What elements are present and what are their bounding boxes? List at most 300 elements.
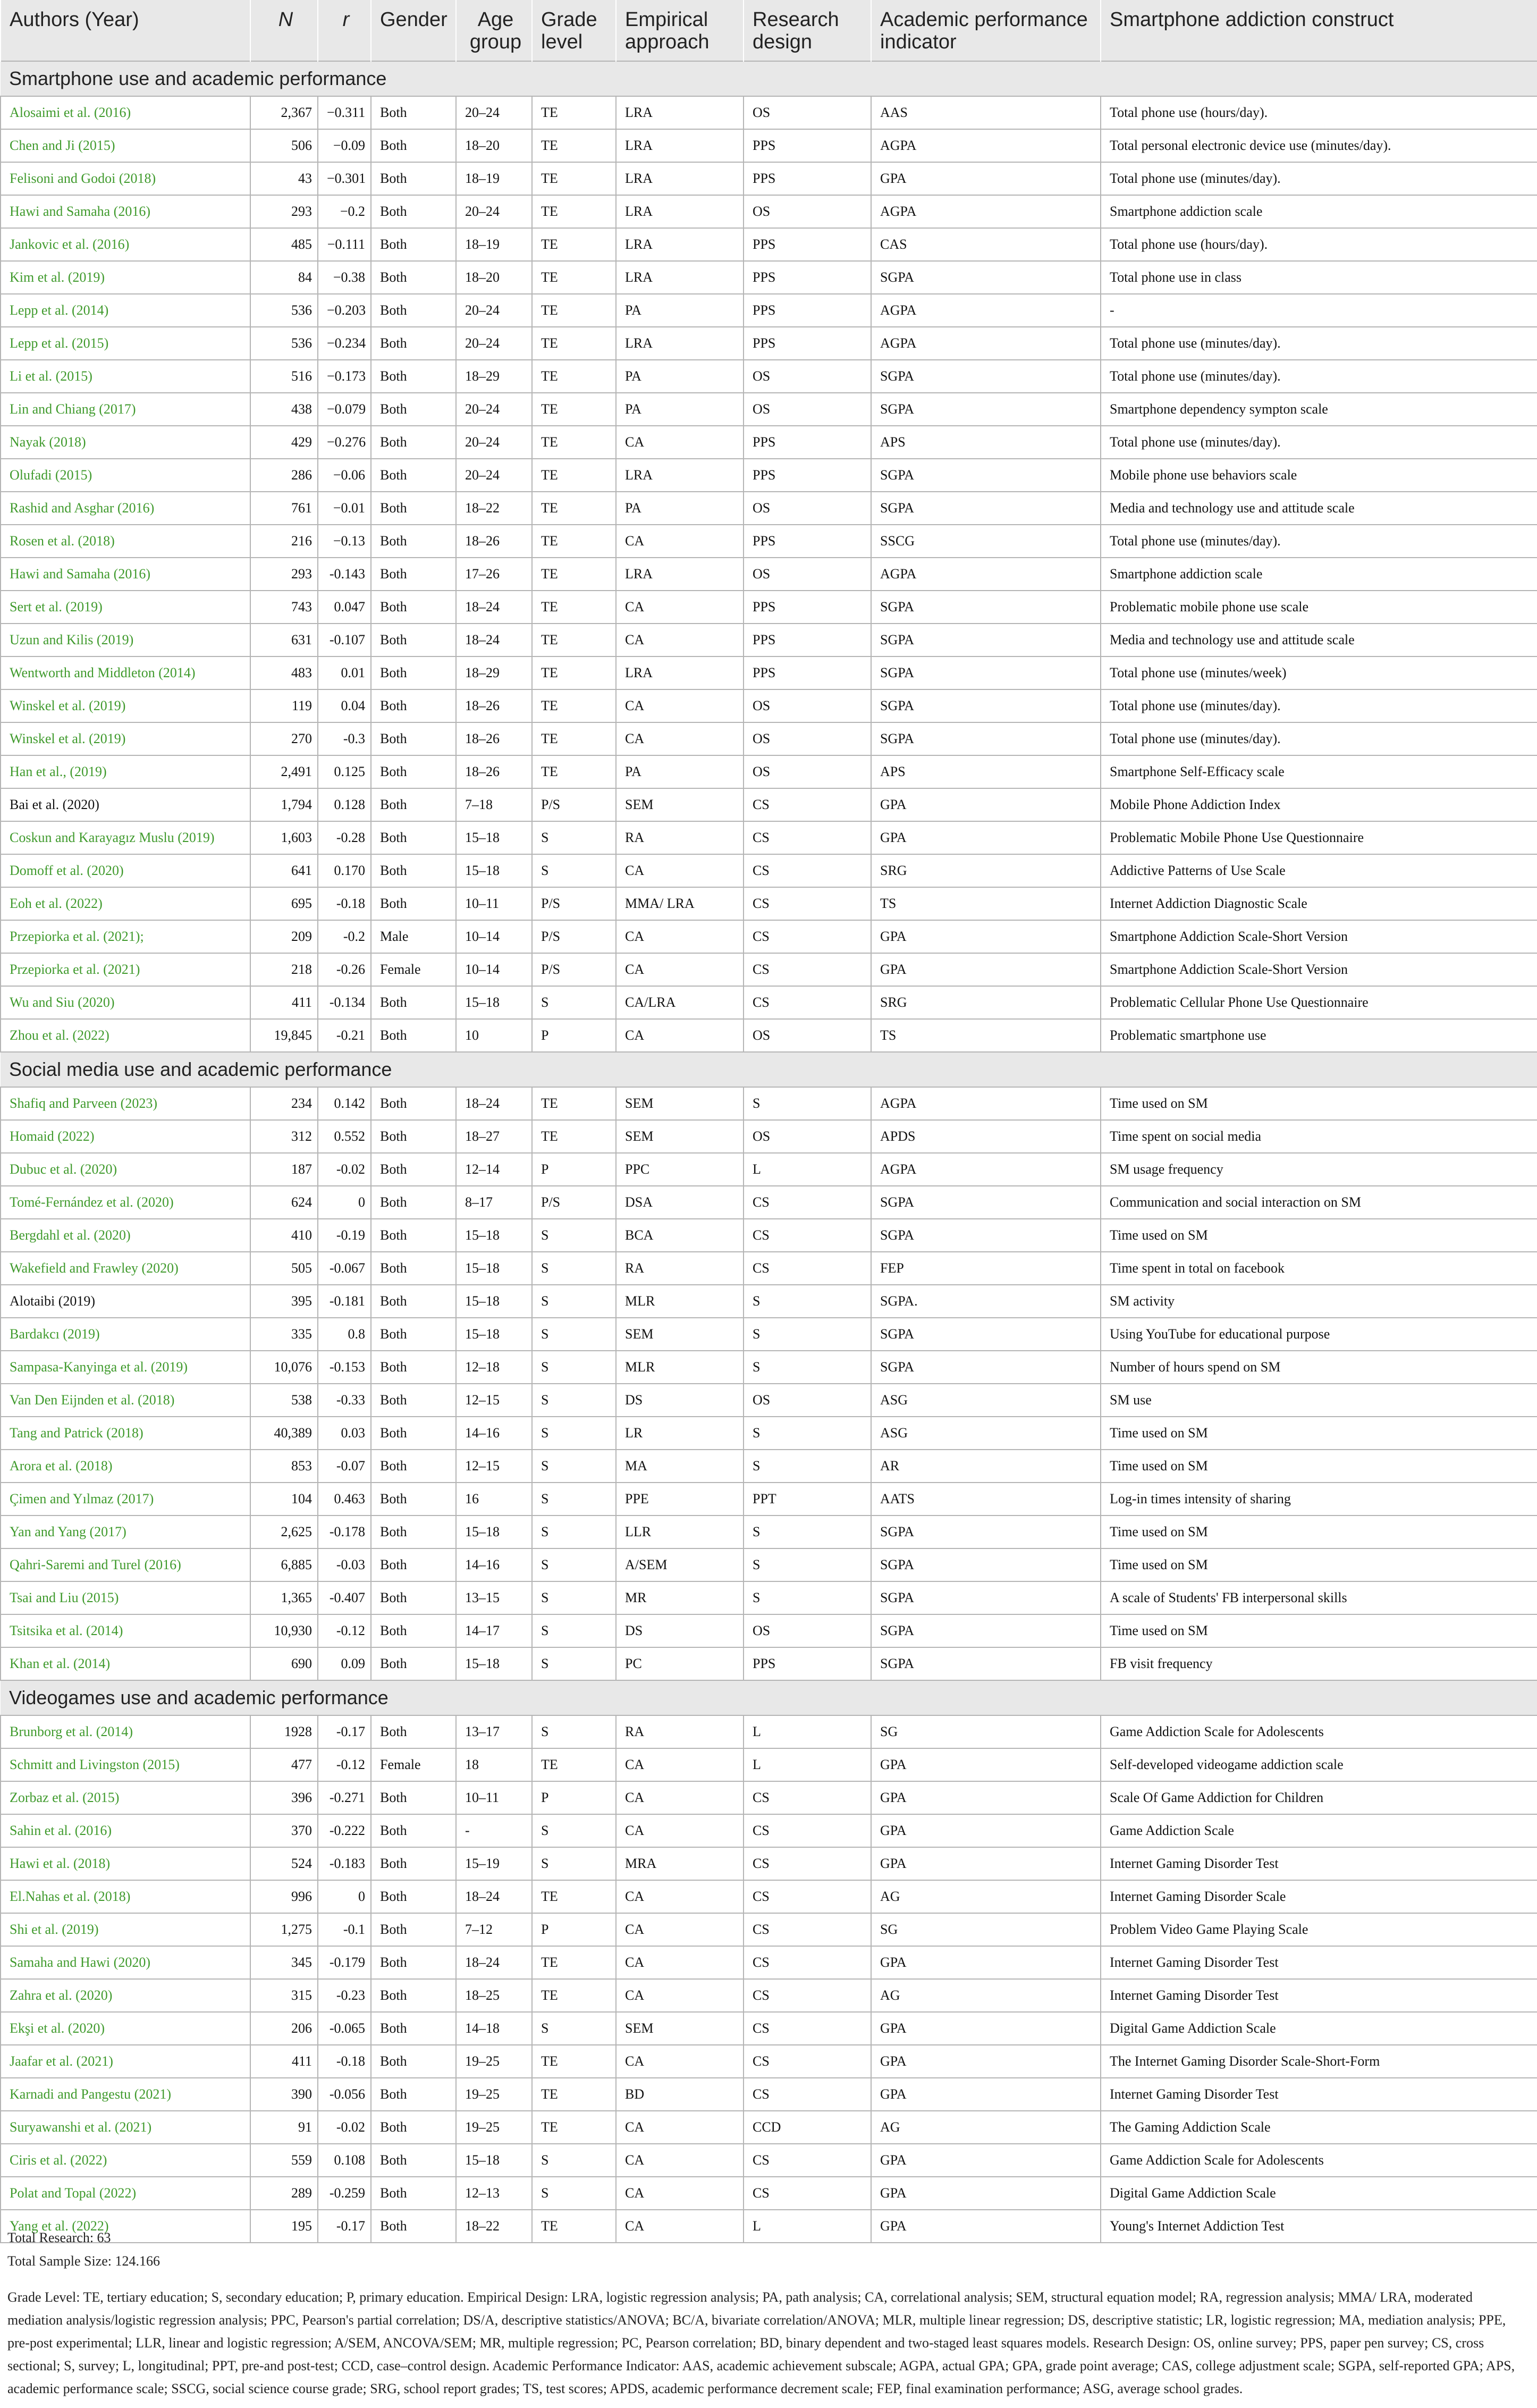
cell-r: 0.03 <box>318 1417 371 1450</box>
cell-r: −0.2 <box>318 195 371 228</box>
cell-addiction-construct: Internet Addiction Diagnostic Scale <box>1101 887 1537 920</box>
cell-performance-indicator: SGPA <box>871 1647 1101 1680</box>
cell-performance-indicator: AGPA <box>871 294 1101 327</box>
cell-author[interactable]: Homaid (2022) <box>1 1120 250 1153</box>
cell-r: 0.142 <box>318 1087 371 1120</box>
table-row <box>1 920 1537 953</box>
cell-author[interactable]: Dubuc et al. (2020) <box>1 1153 250 1186</box>
table-row <box>1 327 1537 360</box>
cell-addiction-construct: Internet Gaming Disorder Test <box>1101 1847 1537 1880</box>
table-row <box>1 1715 1537 1748</box>
table-row <box>1 195 1537 228</box>
cell-gender: Both <box>371 2210 456 2243</box>
cell-addiction-construct: Total phone use (minutes/day). <box>1101 426 1537 459</box>
cell-gender: Both <box>371 821 456 854</box>
cell-author[interactable]: Domoff et al. (2020) <box>1 854 250 887</box>
cell-r: -0.17 <box>318 2210 371 2243</box>
cell-research-design: CS <box>744 1186 871 1219</box>
cell-grade-level: TE <box>532 525 616 558</box>
cell-author[interactable]: Przepiorka et al. (2021) <box>1 953 250 986</box>
cell-empirical-approach: CA <box>616 1781 744 1814</box>
cell-grade-level: S <box>532 1285 616 1318</box>
cell-grade-level: TE <box>532 1880 616 1913</box>
cell-author[interactable]: Shi et al. (2019) <box>1 1913 250 1946</box>
cell-addiction-construct: Smartphone dependency sympton scale <box>1101 393 1537 426</box>
cell-performance-indicator: GPA <box>871 1946 1101 1979</box>
cell-empirical-approach: MA <box>616 1450 744 1483</box>
table-row <box>1 986 1537 1019</box>
cell-gender: Both <box>371 1548 456 1581</box>
cell-n: 538 <box>250 1384 318 1417</box>
cell-addiction-construct: Young's Internet Addiction Test <box>1101 2210 1537 2243</box>
table-row <box>1 887 1537 920</box>
cell-author[interactable]: Bardakcı (2019) <box>1 1318 250 1351</box>
cell-age-group: 10 <box>456 1019 532 1052</box>
cell-n: 853 <box>250 1450 318 1483</box>
cell-author[interactable]: Przepiorka et al. (2021); <box>1 920 250 953</box>
cell-n: 19,845 <box>250 1019 318 1052</box>
cell-research-design: PPS <box>744 656 871 689</box>
cell-n: 2,367 <box>250 96 318 129</box>
cell-n: 289 <box>250 2177 318 2210</box>
cell-author[interactable]: Qahri-Saremi and Turel (2016) <box>1 1548 250 1581</box>
cell-empirical-approach: PPC <box>616 1153 744 1186</box>
cell-addiction-construct: Game Addiction Scale for Adolescents <box>1101 1715 1537 1748</box>
cell-addiction-construct: Time spent in total on facebook <box>1101 1252 1537 1285</box>
cell-author[interactable]: Suryawanshi et al. (2021) <box>1 2111 250 2144</box>
cell-age-group: 18–24 <box>456 624 532 656</box>
cell-empirical-approach: CA <box>616 624 744 656</box>
table-row <box>1 2177 1537 2210</box>
table-row <box>1 624 1537 656</box>
cell-n: 536 <box>250 294 318 327</box>
cell-author[interactable]: Polat and Topal (2022) <box>1 2177 250 2210</box>
cell-author[interactable]: Tomé-Fernández et al. (2020) <box>1 1186 250 1219</box>
section-header-row <box>1 61 1537 96</box>
cell-empirical-approach: MLR <box>616 1351 744 1384</box>
table-row <box>1 1515 1537 1548</box>
cell-r: -0.23 <box>318 1979 371 2012</box>
cell-author[interactable]: Lepp et al. (2015) <box>1 327 250 360</box>
cell-author[interactable]: Winskel et al. (2019) <box>1 722 250 755</box>
section-title: Smartphone use and academic performance <box>1 61 1537 96</box>
cell-research-design: OS <box>744 1120 871 1153</box>
cell-addiction-construct: Scale Of Game Addiction for Children <box>1101 1781 1537 1814</box>
cell-author[interactable]: Eoh et al. (2022) <box>1 887 250 920</box>
cell-author[interactable]: Karnadi and Pangestu (2021) <box>1 2078 250 2111</box>
cell-author[interactable]: Olufadi (2015) <box>1 459 250 492</box>
cell-grade-level: TE <box>532 294 616 327</box>
cell-author[interactable]: Felisoni and Godoi (2018) <box>1 162 250 195</box>
cell-empirical-approach: CA <box>616 2210 744 2243</box>
cell-r: −0.234 <box>318 327 371 360</box>
cell-addiction-construct: Total phone use (hours/day). <box>1101 228 1537 261</box>
cell-performance-indicator: AG <box>871 1880 1101 1913</box>
cell-empirical-approach: SEM <box>616 1120 744 1153</box>
cell-n: 286 <box>250 459 318 492</box>
cell-addiction-construct: Time spent on social media <box>1101 1120 1537 1153</box>
cell-grade-level: TE <box>532 755 616 788</box>
cell-empirical-approach: BD <box>616 2078 744 2111</box>
cell-grade-level: TE <box>532 2078 616 2111</box>
cell-gender: Female <box>371 953 456 986</box>
cell-addiction-construct: Internet Gaming Disorder Test <box>1101 1946 1537 1979</box>
cell-age-group: 15–19 <box>456 1847 532 1880</box>
cell-empirical-approach: LRA <box>616 129 744 162</box>
cell-author[interactable]: Kim et al. (2019) <box>1 261 250 294</box>
cell-gender: Both <box>371 162 456 195</box>
table-row <box>1 525 1537 558</box>
table-row <box>1 1019 1537 1052</box>
section-title: Videogames use and academic performance <box>1 1680 1537 1715</box>
cell-performance-indicator: SRG <box>871 986 1101 1019</box>
cell-performance-indicator: APS <box>871 755 1101 788</box>
cell-r: 0.108 <box>318 2144 371 2177</box>
cell-author[interactable]: Çimen and Yılmaz (2017) <box>1 1483 250 1515</box>
cell-author[interactable]: El.Nahas et al. (2018) <box>1 1880 250 1913</box>
table-row <box>1 821 1537 854</box>
cell-gender: Both <box>371 1979 456 2012</box>
cell-n: 43 <box>250 162 318 195</box>
cell-author[interactable]: Tang and Patrick (2018) <box>1 1417 250 1450</box>
cell-research-design: CS <box>744 1880 871 1913</box>
cell-addiction-construct: Internet Gaming Disorder Test <box>1101 2078 1537 2111</box>
cell-n: 743 <box>250 591 318 624</box>
cell-author[interactable]: Shafiq and Parveen (2023) <box>1 1087 250 1120</box>
cell-r: −0.06 <box>318 459 371 492</box>
cell-author[interactable]: Van Den Eijnden et al. (2018) <box>1 1384 250 1417</box>
cell-empirical-approach: LRA <box>616 96 744 129</box>
cell-author[interactable]: Rashid and Asghar (2016) <box>1 492 250 525</box>
cell-author[interactable]: Jaafar et al. (2021) <box>1 2045 250 2078</box>
cell-n: 996 <box>250 1880 318 1913</box>
cell-empirical-approach: CA <box>616 2045 744 2078</box>
cell-age-group: 10–11 <box>456 887 532 920</box>
cell-r: -0.153 <box>318 1351 371 1384</box>
cell-n: 410 <box>250 1219 318 1252</box>
cell-r: 0 <box>318 1186 371 1219</box>
cell-performance-indicator: GPA <box>871 2012 1101 2045</box>
cell-r: -0.178 <box>318 1515 371 1548</box>
cell-research-design: CS <box>744 2144 871 2177</box>
cell-r: -0.21 <box>318 1019 371 1052</box>
cell-research-design: S <box>744 1351 871 1384</box>
cell-author[interactable]: Nayak (2018) <box>1 426 250 459</box>
cell-performance-indicator: SGPA <box>871 591 1101 624</box>
cell-author[interactable]: Hawi and Samaha (2016) <box>1 558 250 591</box>
cell-author[interactable]: Khan et al. (2014) <box>1 1647 250 1680</box>
cell-age-group: 18–26 <box>456 689 532 722</box>
cell-author[interactable]: Rosen et al. (2018) <box>1 525 250 558</box>
cell-r: -0.02 <box>318 1153 371 1186</box>
cell-performance-indicator: CAS <box>871 228 1101 261</box>
cell-author[interactable]: Zorbaz et al. (2015) <box>1 1781 250 1814</box>
header-gender: Gender <box>371 0 456 61</box>
cell-age-group: 13–17 <box>456 1715 532 1748</box>
cell-addiction-construct: Total phone use (hours/day). <box>1101 96 1537 129</box>
cell-age-group: 14–16 <box>456 1417 532 1450</box>
total-research: Total Research: 63 <box>7 2230 111 2245</box>
cell-addiction-construct: SM usage frequency <box>1101 1153 1537 1186</box>
cell-grade-level: S <box>532 986 616 1019</box>
cell-research-design: CS <box>744 986 871 1019</box>
cell-r: 0.04 <box>318 689 371 722</box>
table-row <box>1 722 1537 755</box>
cell-gender: Female <box>371 1748 456 1781</box>
cell-author[interactable]: Li et al. (2015) <box>1 360 250 393</box>
cell-research-design: CS <box>744 953 871 986</box>
cell-author[interactable]: Wu and Siu (2020) <box>1 986 250 1019</box>
cell-grade-level: TE <box>532 360 616 393</box>
cell-n: 1928 <box>250 1715 318 1748</box>
cell-author[interactable]: Yan and Yang (2017) <box>1 1515 250 1548</box>
cell-author[interactable]: Jankovic et al. (2016) <box>1 228 250 261</box>
cell-r: -0.12 <box>318 1748 371 1781</box>
cell-empirical-approach: LRA <box>616 459 744 492</box>
cell-addiction-construct: Game Addiction Scale <box>1101 1814 1537 1847</box>
cell-n: 312 <box>250 1120 318 1153</box>
cell-age-group: 12–14 <box>456 1153 532 1186</box>
cell-gender: Both <box>371 2012 456 2045</box>
cell-gender: Both <box>371 788 456 821</box>
cell-performance-indicator: GPA <box>871 1781 1101 1814</box>
cell-author[interactable]: Lin and Chiang (2017) <box>1 393 250 426</box>
cell-grade-level: S <box>532 1715 616 1748</box>
table-row <box>1 1417 1537 1450</box>
cell-age-group: 18–25 <box>456 1979 532 2012</box>
cell-performance-indicator: GPA <box>871 920 1101 953</box>
cell-gender: Male <box>371 920 456 953</box>
table-row <box>1 1351 1537 1384</box>
cell-r: 0.128 <box>318 788 371 821</box>
cell-author[interactable]: Brunborg et al. (2014) <box>1 1715 250 1748</box>
cell-author[interactable]: Hawi and Samaha (2016) <box>1 195 250 228</box>
cell-gender: Both <box>371 1285 456 1318</box>
cell-author[interactable]: Sahin et al. (2016) <box>1 1814 250 1847</box>
cell-author[interactable]: Tsai and Liu (2015) <box>1 1581 250 1614</box>
table-row <box>1 1153 1537 1186</box>
cell-performance-indicator: GPA <box>871 2045 1101 2078</box>
cell-performance-indicator: AGPA <box>871 1153 1101 1186</box>
cell-gender: Both <box>371 96 456 129</box>
cell-age-group: 10–14 <box>456 920 532 953</box>
cell-empirical-approach: CA <box>616 2111 744 2144</box>
cell-gender: Both <box>371 1450 456 1483</box>
cell-age-group: 15–18 <box>456 1252 532 1285</box>
cell-n: 690 <box>250 1647 318 1680</box>
cell-performance-indicator: SGPA <box>871 1351 1101 1384</box>
cell-author[interactable]: Tsitsika et al. (2014) <box>1 1614 250 1647</box>
cell-addiction-construct: A scale of Students' FB interpersonal skills <box>1101 1581 1537 1614</box>
table-row <box>1 1384 1537 1417</box>
cell-n: 631 <box>250 624 318 656</box>
table-row <box>1 953 1537 986</box>
cell-author[interactable]: Han et al., (2019) <box>1 755 250 788</box>
cell-gender: Both <box>371 228 456 261</box>
cell-age-group: 18–26 <box>456 722 532 755</box>
cell-author[interactable]: Chen and Ji (2015) <box>1 129 250 162</box>
cell-n: 195 <box>250 2210 318 2243</box>
cell-research-design: CS <box>744 1979 871 2012</box>
cell-author[interactable]: Ekşi et al. (2020) <box>1 2012 250 2045</box>
cell-author[interactable]: Samaha and Hawi (2020) <box>1 1946 250 1979</box>
cell-addiction-construct: Using YouTube for educational purpose <box>1101 1318 1537 1351</box>
cell-performance-indicator: SGPA <box>871 1186 1101 1219</box>
cell-r: -0.183 <box>318 1847 371 1880</box>
cell-performance-indicator: SGPA <box>871 1318 1101 1351</box>
cell-grade-level: TE <box>532 558 616 591</box>
cell-age-group: 7–12 <box>456 1913 532 1946</box>
cell-n: 10,076 <box>250 1351 318 1384</box>
cell-empirical-approach: CA <box>616 722 744 755</box>
cell-age-group: 20–24 <box>456 294 532 327</box>
cell-performance-indicator: SG <box>871 1715 1101 1748</box>
cell-r: -0.259 <box>318 2177 371 2210</box>
table-row <box>1 2144 1537 2177</box>
cell-author[interactable]: Yang et al. (2022) <box>1 2210 250 2243</box>
header-n: N <box>250 0 318 61</box>
header-academic-performance-indicator: Academic performance indicator <box>871 0 1101 61</box>
cell-r: −0.311 <box>318 96 371 129</box>
cell-performance-indicator: GPA <box>871 953 1101 986</box>
cell-research-design: L <box>744 1715 871 1748</box>
cell-gender: Both <box>371 426 456 459</box>
cell-research-design: OS <box>744 558 871 591</box>
cell-author[interactable]: Coskun and Karayagız Muslu (2019) <box>1 821 250 854</box>
cell-r: -0.181 <box>318 1285 371 1318</box>
cell-grade-level: TE <box>532 129 616 162</box>
cell-grade-level: TE <box>532 1979 616 2012</box>
cell-author[interactable]: Sampasa-Kanyinga et al. (2019) <box>1 1351 250 1384</box>
cell-r: -0.17 <box>318 1715 371 1748</box>
cell-performance-indicator: GPA <box>871 788 1101 821</box>
cell-addiction-construct: Time used on SM <box>1101 1087 1537 1120</box>
cell-empirical-approach: CA <box>616 1748 744 1781</box>
cell-n: 1,794 <box>250 788 318 821</box>
cell-age-group: 12–15 <box>456 1384 532 1417</box>
cell-empirical-approach: BCA <box>616 1219 744 1252</box>
cell-author[interactable]: Hawi et al. (2018) <box>1 1847 250 1880</box>
table-notes <box>7 2226 1530 2400</box>
cell-author[interactable]: Uzun and Kilis (2019) <box>1 624 250 656</box>
cell-age-group: 20–24 <box>456 195 532 228</box>
table-row <box>1 1483 1537 1515</box>
cell-empirical-approach: PA <box>616 294 744 327</box>
cell-n: 506 <box>250 129 318 162</box>
cell-n: 516 <box>250 360 318 393</box>
cell-grade-level: S <box>532 1483 616 1515</box>
cell-age-group: 8–17 <box>456 1186 532 1219</box>
cell-author[interactable]: Alosaimi et al. (2016) <box>1 96 250 129</box>
cell-research-design: L <box>744 2210 871 2243</box>
table-row <box>1 360 1537 393</box>
cell-grade-level: S <box>532 854 616 887</box>
cell-performance-indicator: SGPA <box>871 261 1101 294</box>
cell-performance-indicator: GPA <box>871 2144 1101 2177</box>
cell-age-group: 18–24 <box>456 1946 532 1979</box>
cell-r: −0.01 <box>318 492 371 525</box>
cell-grade-level: P <box>532 1153 616 1186</box>
cell-grade-level: TE <box>532 1087 616 1120</box>
cell-research-design: OS <box>744 195 871 228</box>
cell-research-design: CS <box>744 2012 871 2045</box>
cell-addiction-construct: Digital Game Addiction Scale <box>1101 2012 1537 2045</box>
cell-addiction-construct: Media and technology use and attitude scale <box>1101 624 1537 656</box>
cell-author[interactable]: Bergdahl et al. (2020) <box>1 1219 250 1252</box>
cell-research-design: PPS <box>744 261 871 294</box>
table-row <box>1 162 1537 195</box>
cell-gender: Both <box>371 492 456 525</box>
cell-author[interactable]: Zhou et al. (2022) <box>1 1019 250 1052</box>
cell-author[interactable]: Arora et al. (2018) <box>1 1450 250 1483</box>
cell-gender: Both <box>371 624 456 656</box>
cell-n: 315 <box>250 1979 318 2012</box>
cell-grade-level: S <box>532 1581 616 1614</box>
cell-empirical-approach: SEM <box>616 788 744 821</box>
cell-addiction-construct: FB visit frequency <box>1101 1647 1537 1680</box>
cell-age-group: 17–26 <box>456 558 532 591</box>
cell-age-group: 15–18 <box>456 1647 532 1680</box>
cell-grade-level: TE <box>532 492 616 525</box>
cell-author[interactable]: Schmitt and Livingston (2015) <box>1 1748 250 1781</box>
cell-grade-level: TE <box>532 591 616 624</box>
cell-addiction-construct: The Internet Gaming Disorder Scale-Short-Form <box>1101 2045 1537 2078</box>
table-row <box>1 1614 1537 1647</box>
cell-age-group: 18–22 <box>456 492 532 525</box>
table-row <box>1 1285 1537 1318</box>
cell-n: 390 <box>250 2078 318 2111</box>
cell-gender: Both <box>371 1351 456 1384</box>
cell-r: -0.2 <box>318 920 371 953</box>
cell-author[interactable]: Ciris et al. (2022) <box>1 2144 250 2177</box>
cell-r: -0.271 <box>318 1781 371 1814</box>
cell-author[interactable]: Sert et al. (2019) <box>1 591 250 624</box>
cell-gender: Both <box>371 129 456 162</box>
table-row <box>1 558 1537 591</box>
cell-age-group: 19–25 <box>456 2078 532 2111</box>
cell-n: 524 <box>250 1847 318 1880</box>
cell-n: 6,885 <box>250 1548 318 1581</box>
cell-empirical-approach: CA <box>616 1814 744 1847</box>
cell-performance-indicator: ASG <box>871 1417 1101 1450</box>
cell-performance-indicator: TS <box>871 1019 1101 1052</box>
cell-performance-indicator: AGPA <box>871 195 1101 228</box>
table-row <box>1 656 1537 689</box>
cell-r: -0.18 <box>318 887 371 920</box>
cell-performance-indicator: SGPA <box>871 1581 1101 1614</box>
table-row <box>1 1647 1537 1680</box>
cell-gender: Both <box>371 1252 456 1285</box>
cell-grade-level: TE <box>532 261 616 294</box>
cell-r: −0.301 <box>318 162 371 195</box>
cell-author[interactable]: Winskel et al. (2019) <box>1 689 250 722</box>
cell-author: Alotaibi (2019) <box>1 1285 250 1318</box>
cell-age-group: 18–29 <box>456 360 532 393</box>
cell-addiction-construct: Self-developed videogame addiction scale <box>1101 1748 1537 1781</box>
cell-n: 477 <box>250 1748 318 1781</box>
cell-research-design: CS <box>744 1913 871 1946</box>
cell-author[interactable]: Wakefield and Frawley (2020) <box>1 1252 250 1285</box>
cell-r: 0.01 <box>318 656 371 689</box>
cell-grade-level: P <box>532 1781 616 1814</box>
cell-gender: Both <box>371 854 456 887</box>
cell-author[interactable]: Zahra et al. (2020) <box>1 1979 250 2012</box>
cell-n: 761 <box>250 492 318 525</box>
cell-author[interactable]: Wentworth and Middleton (2014) <box>1 656 250 689</box>
cell-empirical-approach: LRA <box>616 558 744 591</box>
cell-research-design: CS <box>744 854 871 887</box>
cell-author[interactable]: Lepp et al. (2014) <box>1 294 250 327</box>
